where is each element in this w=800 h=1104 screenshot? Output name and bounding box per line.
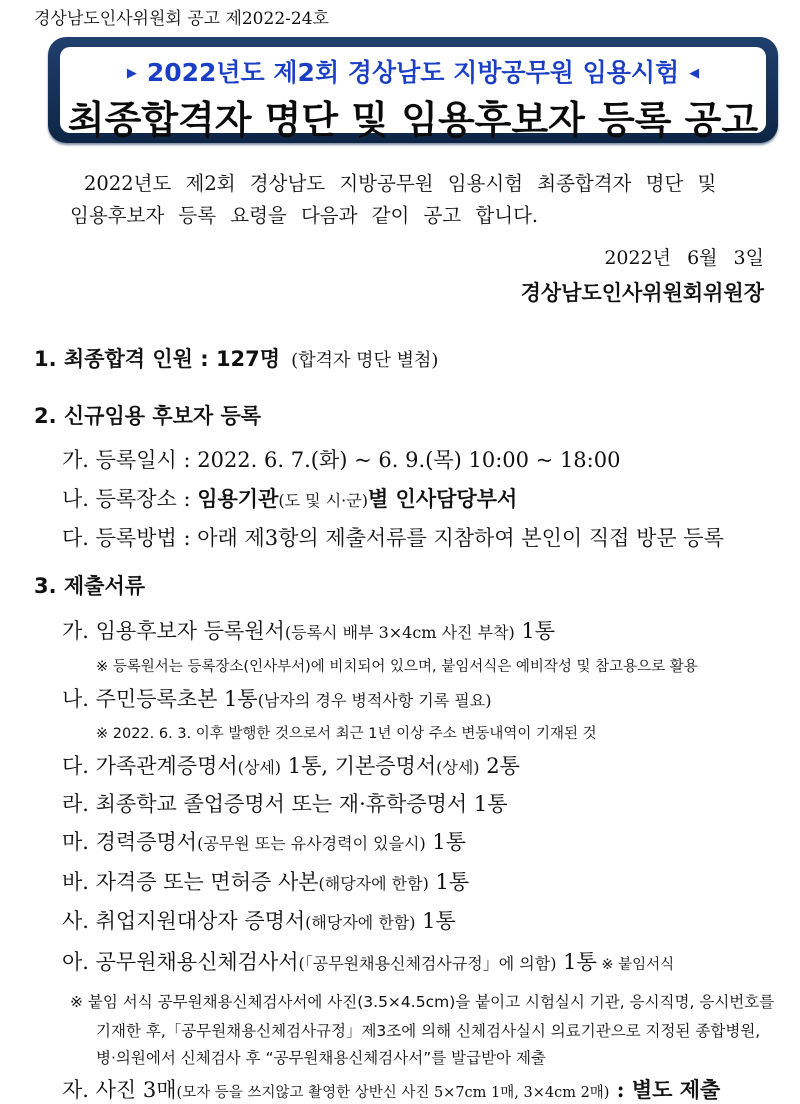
doc-item-a [62, 946, 674, 976]
issuer: 경상남도인사위원회위원장 [520, 281, 764, 305]
section-1-note: (합격자 명단 별첨) [291, 350, 439, 371]
section-2-item-b [62, 483, 517, 513]
doc-item-sa [62, 905, 456, 935]
title-banner-inner [60, 47, 766, 142]
doc-item-ga [62, 615, 555, 645]
title-banner [48, 37, 778, 143]
doc-item-main: 사. 취업지원대상자 증명서 [62, 909, 306, 933]
notice-date: 2022년 6월 3일 [604, 247, 764, 269]
doc-item-small: (남자의 경우 병적사항 기록 필요) [257, 691, 492, 710]
banner-subtitle: 2022년도 제2회 경상남도 지방공무원 임용시험 [146, 58, 680, 87]
doc-item-small: (「공무원채용신체검사규정」에 의함) [298, 954, 557, 973]
item-value-a: 임용기관 [197, 486, 279, 511]
doc-item-ra: 라. 최종학교 졸업증명서 또는 재·휴학증명서 1통 [62, 792, 508, 816]
doc-item-main: 다. 가족관계증명서 [62, 754, 238, 778]
doc-item-main: 나. 주민등록초본 1통 [62, 687, 258, 711]
doc-item-tail: 1통 [415, 909, 456, 933]
doc-item-main: 자. 사진 3매 [62, 1078, 177, 1102]
doc-item-small-2: (상세) [436, 758, 480, 777]
doc-item-tail: 1통 [428, 870, 470, 894]
intro-line-1: 2022년도 제2회 경상남도 지방공무원 임용시험 최종합격자 명단 및 [84, 172, 717, 195]
item-value-b: 별 인사담당부서 [367, 486, 518, 511]
doc-item-small: (해당자에 한함) [318, 874, 429, 893]
doc-item-small: (해당자에 한함) [305, 913, 416, 932]
section-1 [34, 343, 438, 373]
doc-item-tail: 1통, 기본증명서 [281, 754, 437, 778]
doc-item-tail: 1통 [425, 830, 467, 854]
doc-item-main: 가. 임용후보자 등록원서 [62, 619, 285, 643]
item-value-small: (도 및 시·군) [278, 491, 368, 510]
section-2-item-a [62, 444, 620, 474]
doc-item-tag: ※ 붙임서식 [596, 957, 675, 973]
banner-subtitle-row [60, 53, 766, 89]
doc-item-small: (등록시 배부 3×4cm 사진 부착) [284, 623, 515, 642]
doc-item-tail: 1통 [556, 950, 597, 974]
section-2-heading: 2. 신규임용 후보자 등록 [34, 404, 262, 428]
doc-item-ma [62, 826, 466, 856]
doc-item-tail: : 별도 제출 [609, 1077, 721, 1102]
intro-line-2: 임용후보자 등록 요령을 다음과 같이 공고 합니다. [70, 204, 539, 227]
notice-number: 경상남도인사위원회 공고 제2022-24호 [34, 9, 329, 29]
doc-item-small: (모자 등을 쓰지않고 촬영한 상반신 사진 5×7cm 1매, 3×4cm 2매) [176, 1085, 610, 1101]
doc-note-3-line-3: 병·의원에서 신체검사 후 “공무원채용신체검사서”를 발급받아 제출 [96, 1049, 546, 1067]
doc-item-tail: 1통 [514, 619, 556, 643]
doc-item-main: 마. 경력증명서 [62, 830, 198, 854]
item-value: 2022. 6. 7.(화) ~ 6. 9.(목) 10:00 ~ 18:00 [197, 448, 621, 472]
doc-note-2: ※ 2022. 6. 3. 이후 발행한 것으로서 최근 1년 이상 주소 변동내역이 기재된 것 [96, 726, 597, 742]
doc-item-ja [62, 1074, 720, 1104]
left-triangle-icon: ◀ [689, 66, 700, 81]
item-label: 다. 등록방법 : [62, 526, 198, 550]
doc-item-tail-2: 2통 [479, 754, 520, 778]
doc-item-ba [62, 866, 469, 896]
right-triangle-icon: ▶ [126, 66, 137, 81]
doc-item-main: 바. 자격증 또는 면허증 사본 [62, 870, 319, 894]
doc-item-na [62, 683, 491, 713]
doc-note-1: ※ 등록원서는 등록장소(인사부서)에 비치되어 있으며, 붙임서식은 예비작성 및 참고용으로 활용 [96, 659, 698, 675]
doc-item-main: 아. 공무원채용신체검사서 [62, 950, 299, 974]
section-2-item-c [62, 522, 724, 552]
doc-item-small: (공무원 또는 유사경력이 있을시) [197, 834, 426, 853]
item-value: 아래 제3항의 제출서류를 지참하여 본인이 직접 방문 등록 [197, 526, 724, 550]
item-label: 가. 등록일시 : [62, 448, 198, 472]
doc-note-3-line-1: ※ 붙임 서식 공무원채용신체검사서에 사진(3.5×4.5cm)을 붙이고 시험실시 기관, 응시직명, 응시번호를 [70, 993, 775, 1011]
section-3-heading: 3. 제출서류 [34, 574, 146, 598]
section-1-heading: 1. 최종합격 인원 : 127명 [34, 347, 281, 371]
doc-item-da [62, 750, 520, 780]
banner-title: 최종합격자 명단 및 임용후보자 등록 공고 [67, 98, 759, 142]
doc-note-3-line-2: 기재한 후,「공무원채용신체검사규정」제3조에 의해 신체검사실시 의료기관으로 지정된 종합병원, [96, 1022, 761, 1040]
item-label: 나. 등록장소 : [62, 487, 198, 511]
doc-item-small: (상세) [237, 758, 282, 777]
